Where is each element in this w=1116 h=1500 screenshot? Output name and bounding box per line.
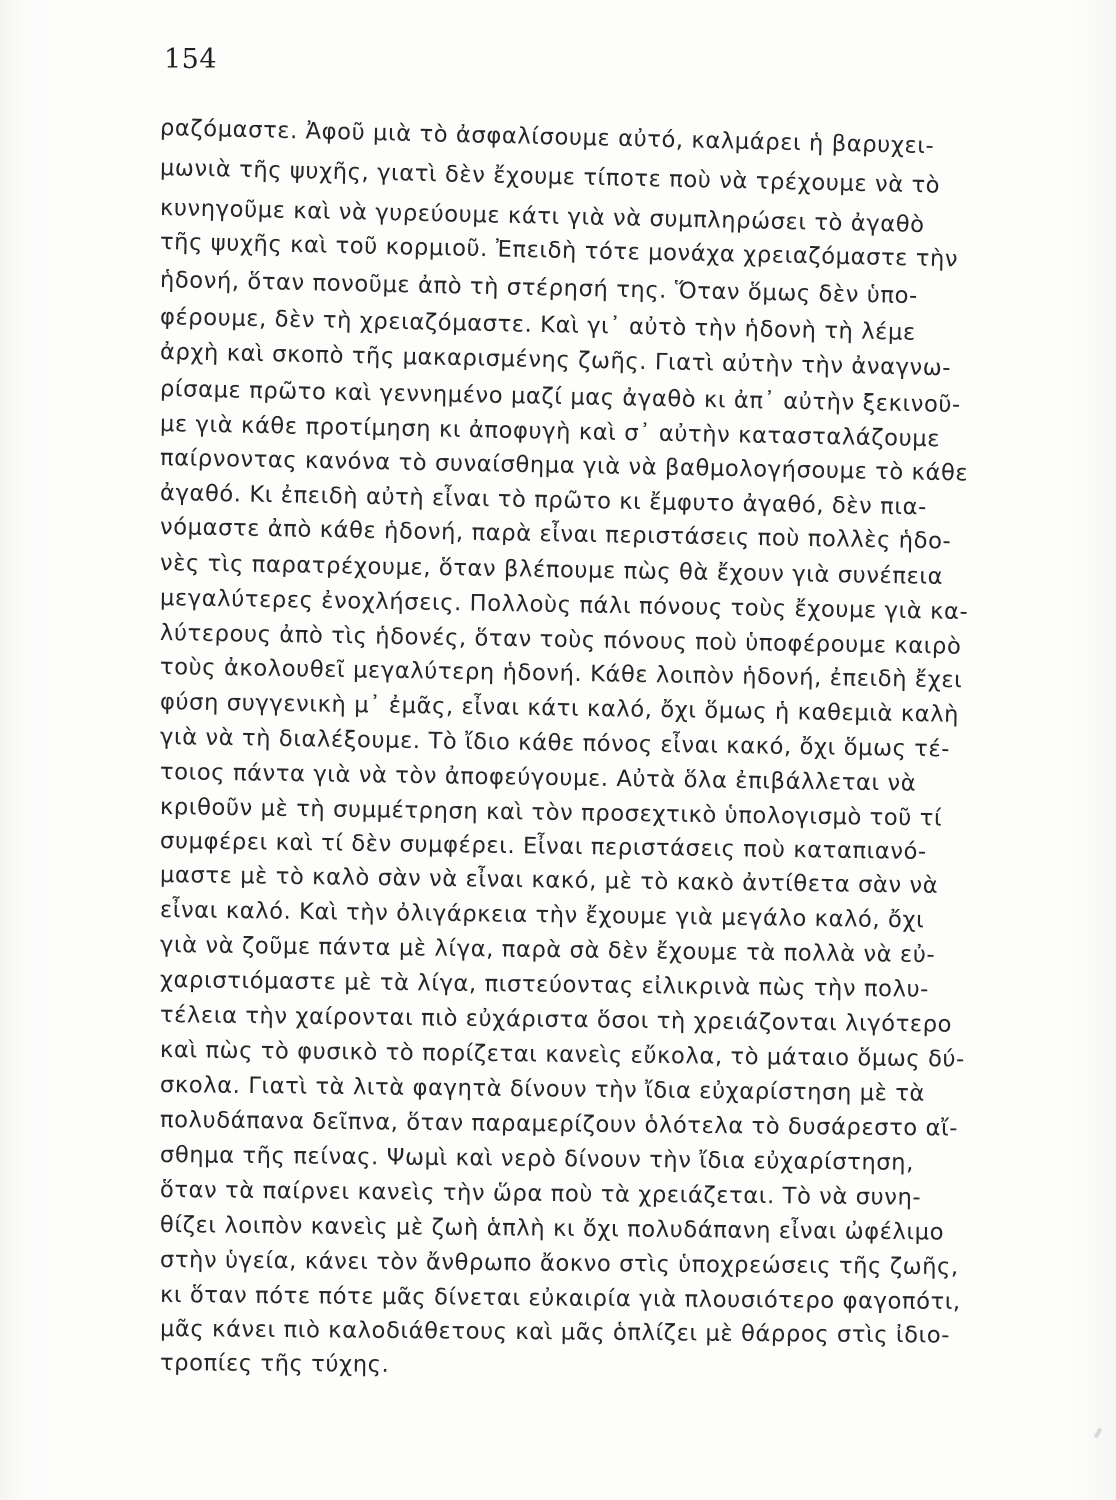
text-line: γιὰ νὰ ζοῦμε πάντα μὲ λίγα, παρὰ σὰ δὲν ἔχουμε τὰ πολλὰ νὰ εὐ-: [159, 932, 936, 969]
text-line: τοιος πάντα γιὰ νὰ τὸν ἀποφεύγουμε. Αὐτὰ ὅλα ἐπιβάλλεται νὰ: [159, 759, 917, 797]
text-line: τροπίες τῆς τύχης.: [159, 1350, 390, 1378]
text-line: κριθοῦν μὲ τὴ συμμέτρηση καὶ τὸν προσεχτικὸ ὑπολογισμὸ τοῦ τί: [159, 794, 943, 832]
text-line: ὅταν τὰ παίρνει κανεὶς τὴν ὥρα ποὺ τὰ χρειάζεται. Τὸ νὰ συνη-: [159, 1177, 922, 1211]
text-line: τοὺς ἀκολουθεῖ μεγαλύτερη ἡδονή. Κάθε λοιπὸν ἡδονή, ἐπειδὴ ἔχει: [159, 654, 963, 694]
text-line: με γιὰ κάθε προτίμηση κι ἀποφυγὴ καὶ σ᾿ αὐτὴν κατασταλάζουμε: [159, 411, 941, 453]
text-line: γιὰ νὰ τὴ διαλέξουμε. Τὸ ἴδιο κάθε πόνος εἶναι κακό, ὄχι ὅμως τέ-: [159, 724, 951, 763]
text-line: τῆς ψυχῆς καὶ τοῦ κορμιοῦ. Ἐπειδὴ τότε μονάχα χρειαζόμαστε τὴν: [159, 229, 959, 273]
text-line: καὶ πὼς τὸ φυσικὸ τὸ πορίζεται κανεὶς εὔκολα, τὸ μάταιο ὅμως δύ-: [159, 1037, 966, 1073]
text-line: τέλεια τὴν χαίρονται πιὸ εὐχάριστα ὅσοι τὴ χρειάζονται λιγότερο: [159, 1002, 953, 1038]
text-line: φέρουμε, δὲν τὴ χρειαζόμαστε. Καὶ γι᾿ αὐτὸ τὴν ἡδονὴ τὴ λέμε: [159, 304, 917, 346]
text-line: χαριστιόμαστε μὲ τὰ λίγα, πιστεύοντας εἰλικρινὰ πὼς τὴν πολυ-: [159, 967, 930, 1003]
text-line: θίζει λοιπὸν κανεὶς μὲ ζωὴ ἁπλὴ κι ὄχι πολυδάπανη εἶναι ὠφέλιμο: [159, 1212, 945, 1246]
text-line: μωνιὰ τῆς ψυχῆς, γιατὶ δὲν ἔχουμε τίποτε ποὺ νὰ τρέχουμε νὰ τὸ: [159, 155, 941, 199]
text-line: σθημα τῆς πείνας. Ψωμὶ καὶ νερὸ δίνουν τὴν ἴδια εὐχαρίστηση,: [159, 1142, 915, 1176]
text-line: εἶναι καλό. Καὶ τὴν ὀλιγάρκεια τὴν ἔχουμε γιὰ μεγάλο καλό, ὄχι: [159, 897, 925, 934]
text-line: κυνηγοῦμε καὶ νὰ γυρεύουμε κάτι γιὰ νὰ συμπληρώσει τὸ ἀγαθὸ: [159, 195, 925, 239]
text-line: παίρνοντας κανόνα τὸ συναίσθημα γιὰ νὰ βαθμολογήσουμε τὸ κάθε: [159, 445, 969, 487]
text-line: πολυδάπανα δεῖπνα, ὅταν παραμερίζουν ὁλότελα τὸ δυσάρεστο αἴ-: [159, 1107, 959, 1142]
text-line: μεγαλύτερες ἐνοχλήσεις. Πολλοὺς πάλι πόνους τοὺς ἔχουμε γιὰ κα-: [159, 585, 969, 626]
text-line: κι ὅταν πότε πότε μᾶς δίνεται εὐκαιρία γιὰ πλουσιότερο φαγοπότι,: [159, 1282, 961, 1315]
text-line: νὲς τὶς παρατρέχουμε, ὅταν βλέπουμε πὼς θὰ ἔχουν γιὰ συνέπεια: [159, 550, 944, 590]
text-line: συμφέρει καὶ τί δὲν συμφέρει. Εἶναι περιστάσεις ποὺ καταπιανό-: [159, 828, 927, 865]
text-line: φύση συγγενικὴ μ᾿ ἐμᾶς, εἶναι κάτι καλό, ὄχι ὅμως ἡ καθεμιὰ καλὴ: [159, 689, 960, 728]
text-line: ἀγαθό. Κι ἐπειδὴ αὐτὴ εἶναι τὸ πρῶτο κι ἔμφυτο ἀγαθό, δὲν πια-: [159, 480, 928, 521]
text-line: νόμαστε ἀπὸ κάθε ἡδονή, παρὰ εἶναι περιστάσεις ποὺ πολλὲς ἡδο-: [159, 514, 952, 555]
text-line: ρίσαμε πρῶτο καὶ γεννημένο μαζί μας ἀγαθὸ κι ἀπ᾿ αὐτὴν ξεκινοῦ-: [159, 376, 962, 419]
text-line: ραζόμαστε. Ἀφοῦ μιὰ τὸ ἀσφαλίσουμε αὐτό, καλμάρει ἡ βαρυχει-: [159, 115, 935, 160]
text-line: μαστε μὲ τὸ καλὸ σὰν νὰ εἶναι κακό, μὲ τὸ κακὸ ἀντίθετα σὰν νὰ: [159, 862, 939, 899]
text-line: ἀρχὴ καὶ σκοπὸ τῆς μακαρισμένης ζωῆς. Γιατὶ αὐτὴν τὴν ἀναγνω-: [159, 339, 952, 382]
text-line: ἡδονή, ὅταν πονοῦμε ἀπὸ τὴ στέρησή της. Ὅταν ὅμως δὲν ὑπο-: [159, 267, 919, 310]
text-line: μᾶς κάνει πιὸ καλοδιάθετους καὶ μᾶς ὁπλίζει μὲ θάρρος στὶς ἰδιο-: [159, 1316, 951, 1349]
text-line: σκολα. Γιατὶ τὰ λιτὰ φαγητὰ δίνουν τὴν ἴδια εὐχαρίστηση μὲ τὰ: [159, 1072, 926, 1107]
page-number: 154: [164, 44, 218, 75]
text-line: λύτερους ἀπὸ τὶς ἡδονές, ὅταν τοὺς πόνους ποὺ ὑποφέρουμε καιρὸ: [159, 620, 962, 660]
text-line: στὴν ὑγεία, κάνει τὸν ἄνθρωπο ἄοκνο στὶς ὑποχρεώσεις τῆς ζωῆς,: [159, 1247, 959, 1281]
